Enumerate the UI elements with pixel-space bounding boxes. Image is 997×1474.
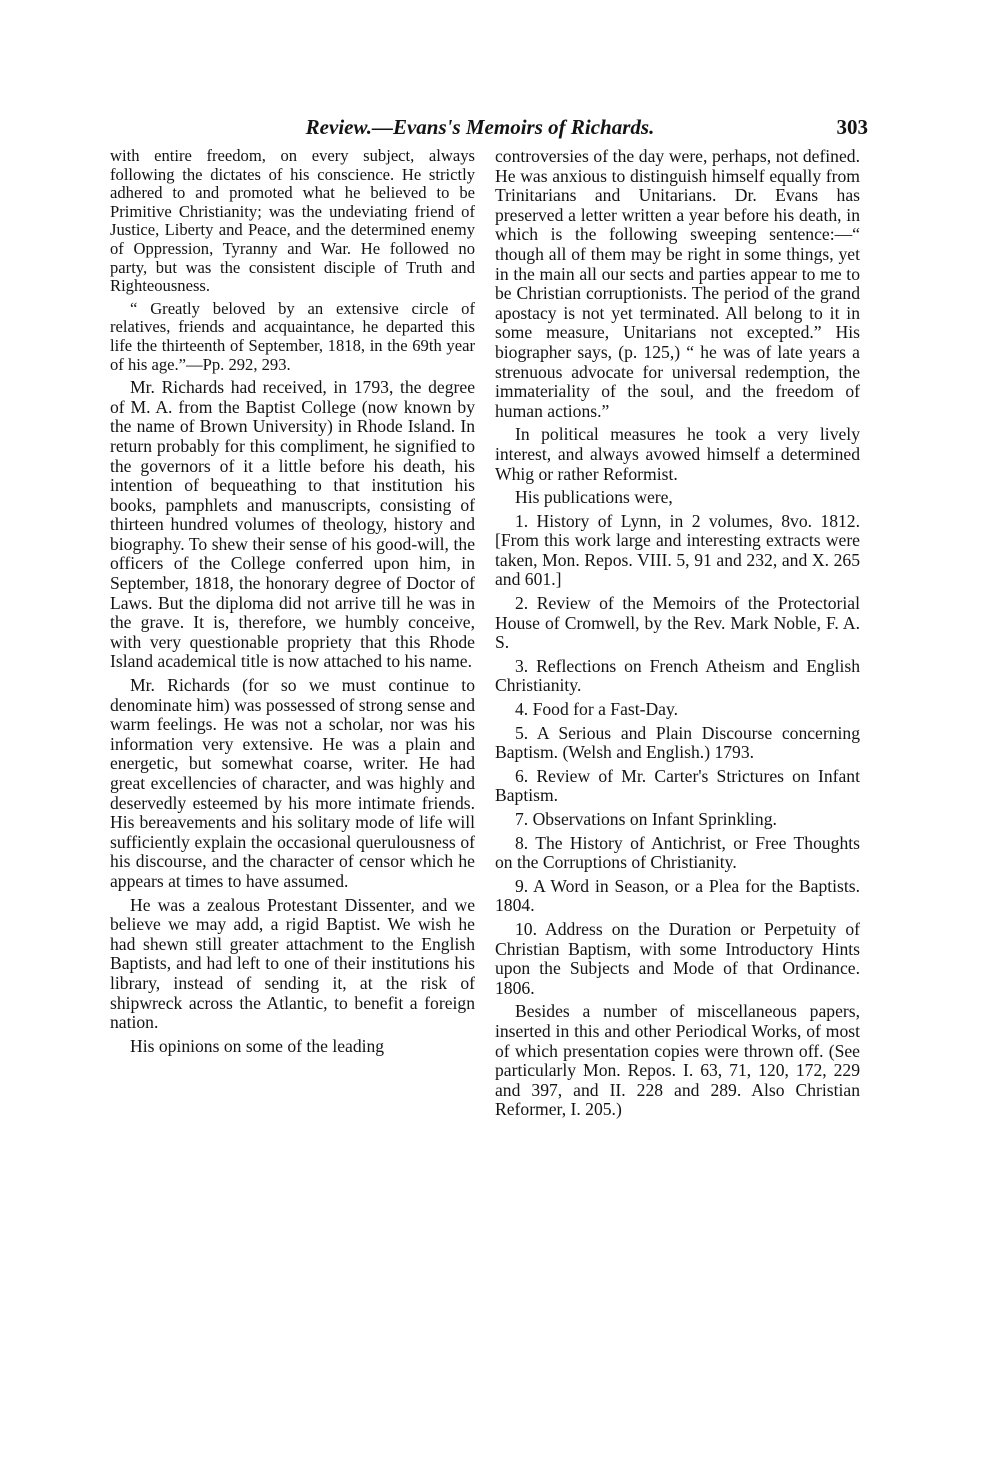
list-item: 6. Review of Mr. Carter's Strictures on Infant Baptism.: [495, 765, 860, 806]
running-head: [110, 112, 868, 142]
left-column: [110, 147, 475, 1347]
paragraph: His opinions on some of the leading: [130, 1035, 385, 1056]
list-item: 5. A Serious and Plain Discourse concerning Baptism. (Welsh and English.) 1793.: [495, 722, 860, 763]
paragraph: He was a zealous Protestant Dissenter, and we believe we may add, a rigid Baptist. We wish he had shewn still greater attachment to the English Baptists, and had left to one of their institutions his library, instead of sending it, at the risk of shipwreck across the Atlantic, to benefit a foreign nation.: [110, 894, 475, 1033]
list-item: 1. History of Lynn, in 2 volumes, 8vo. 1812. [From this work large and interesting extracts were taken, Mon. Repos. VIII. 5, 91 and 232, and X. 265 and 601.]: [495, 510, 860, 590]
list-item: 2. Review of the Memoirs of the Protectorial House of Cromwell, by the Rev. Mark Noble, F. A. S.: [495, 593, 860, 653]
page-number: 303: [836, 115, 868, 139]
list-item: 7. Observations on Infant Sprinkling.: [515, 809, 777, 829]
list-item: 10. Address on the Duration or Perpetuity of Christian Baptism, with some Introductory Hints upon the Subjects and Mode of that Ordinance. 1806.: [495, 918, 860, 998]
list-item: 9. A Word in Season, or a Plea for the Baptists. 1804.: [495, 875, 860, 916]
paragraph: “ Greatly beloved by an extensive circle of relatives, friends and acquaintance, he departed this life the thirteenth of September, 1818, in the 69th year of his age.”—Pp. 292, 293.: [110, 298, 475, 374]
list-item: 4. Food for a Fast-Day.: [515, 699, 679, 720]
paragraph: Mr. Richards (for so we must continue to denominate him) was possessed of strong sense and warm feelings. He was not a scholar, nor was his information very extensive. He was a plain and energetic, but somewhat coarse, writer. He had great excellencies of character, and was highly and deservedly esteemed by his more intimate friends. His bereavements and his solitary mode of life will sufficiently explain the occasional querulousness of his discourse, and the character of censor which he appears at times to have assumed.: [110, 675, 475, 891]
list-item: 8. The History of Antichrist, or Free Thoughts on the Corruptions of Christianity.: [495, 832, 860, 873]
paragraph: In political measures he took a very lively interest, and always avowed himself a determined Whig or rather Reformist.: [495, 424, 860, 484]
paragraph: Besides a number of miscellaneous papers, inserted in this and other Periodical Works, of most of which presentation copies were thrown off. (See particularly Mon. Repos. I. 63, 71, 120, 172, 229 and 397, and II. 228 and 289. Also Christian Reformer, I. 205.): [495, 1001, 860, 1120]
running-title: Review.—Evans's Memoirs of Richards.: [305, 115, 655, 139]
paragraph: with entire freedom, on every subject, always following the dictates of his conscience. He strictly adhered to and promoted what he believed to be Primitive Christianity; was the undeviating friend of Justice, Liberty and Peace, and the determined enemy of Oppression, Tyranny and War. He followed no party, but was the consistent disciple of Truth and Righteousness.: [110, 147, 475, 296]
right-column: [495, 147, 860, 1347]
list-item: 3. Reflections on French Atheism and English Christianity.: [495, 655, 860, 696]
paragraph: His publications were,: [515, 487, 673, 508]
paragraph: Mr. Richards had received, in 1793, the degree of M. A. from the Baptist College (now known by the name of Brown University) in Rhode Island. In return probably for this compliment, he signified to the governors of it a little before his death, his intention of bequeathing to that institution his books, pamphlets and manuscripts, consisting of thirteen hundred volumes of theology, history and biography. To shew their sense of his good-will, the officers of the College conferred upon him, in September, 1818, the honorary degree of Doctor of Laws. But the diploma did not arrive till he was in the grave. It is, therefore, we humbly conceive, with very questionable propriety that this Rhode Island academical title is now attached to his name.: [110, 377, 475, 672]
paragraph: controversies of the day were, perhaps, not defined. He was anxious to distinguish himself equally from Trinitarians and Unitarians. Dr. Evans has preserved a letter written a year before his death, in which is the following sweeping sentence:—“ though all of them may be right in some things, yet in the main all our sects and parties appear to me to be Christian corruptionists. The period of the grand apostacy is not yet terminated. All belong to it in some measure, Unitarians not excepted.” His biographer says, (p. 125,) “ he was of late years a strenuous advocate for universal redemption, the immateriality of the soul, and the freedom of human actions.”: [495, 147, 860, 421]
